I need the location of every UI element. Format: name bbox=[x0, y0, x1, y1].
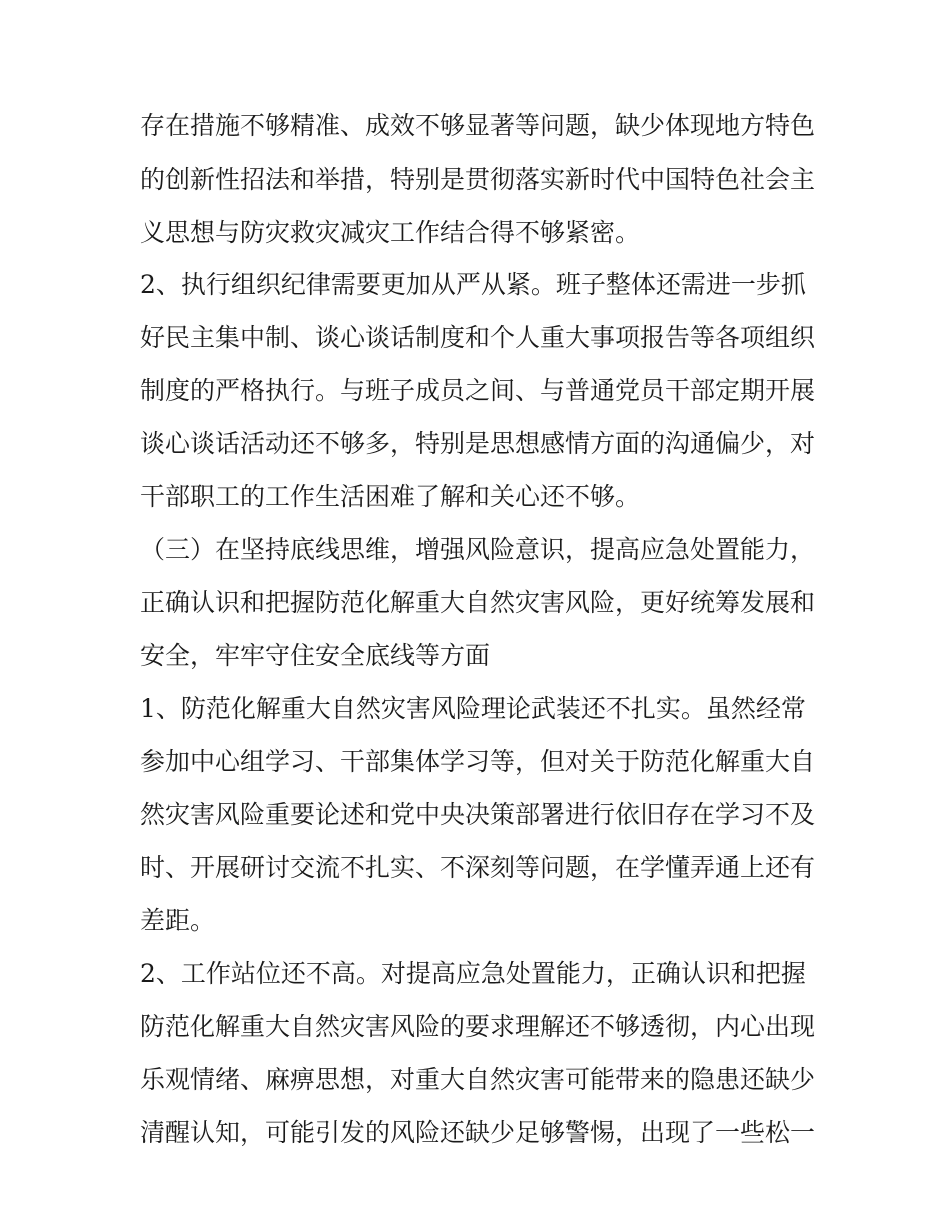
text-line: 2、执行组织纪律需要更加从严从紧。班子整体还需进一步抓 bbox=[140, 270, 806, 299]
text-line: 义思想与防灾救灾减灾工作结合得不够紧密。 bbox=[140, 218, 641, 247]
text-line: 制度的严格执行。与班子成员之间、与普通党员干部定期开展 bbox=[140, 376, 816, 405]
text-line: 的创新性招法和举措，特别是贯彻落实新时代中国特色社会主 bbox=[140, 165, 816, 194]
text-line: 干部职工的工作生活困难了解和关心还不够。 bbox=[140, 482, 641, 511]
text-line: 谈心谈话活动还不够多，特别是思想感情方面的沟通偏少，对 bbox=[140, 429, 816, 458]
text-line: 防范化解重大自然灾害风险的要求理解还不够透彻，内心出现 bbox=[140, 1012, 816, 1041]
section-heading: 正确认识和把握防范化解重大自然灾害风险，更好统筹发展和 bbox=[140, 588, 816, 617]
text-line: 参加中心组学习、干部集体学习等，但对关于防范化解重大自 bbox=[140, 747, 816, 776]
text-line: 然灾害风险重要论述和党中央决策部署进行依旧存在学习不及 bbox=[140, 800, 816, 829]
text-line: 好民主集中制、谈心谈话制度和个人重大事项报告等各项组织 bbox=[140, 323, 816, 352]
text-line: 清醒认知，可能引发的风险还缺少足够警惕，出现了一些松一 bbox=[140, 1118, 816, 1147]
text-line: 差距。 bbox=[140, 906, 216, 935]
text-line: 时、开展研讨交流不扎实、不深刻等问题，在学懂弄通上还有 bbox=[140, 853, 816, 882]
section-heading: 安全，牢牢守住安全底线等方面 bbox=[140, 641, 491, 670]
text-line: 2、工作站位还不高。对提高应急处置能力，正确认识和把握 bbox=[140, 959, 806, 988]
section-heading: （三）在坚持底线思维，增强风险意识，提高应急处置能力， bbox=[140, 535, 816, 564]
text-line: 存在措施不够精准、成效不够显著等问题，缺少体现地方特色 bbox=[140, 111, 816, 140]
text-line: 1、防范化解重大自然灾害风险理论武装还不扎实。虽然经常 bbox=[140, 694, 806, 723]
text-line: 乐观情绪、麻痹思想，对重大自然灾害可能带来的隐患还缺少 bbox=[140, 1065, 816, 1094]
